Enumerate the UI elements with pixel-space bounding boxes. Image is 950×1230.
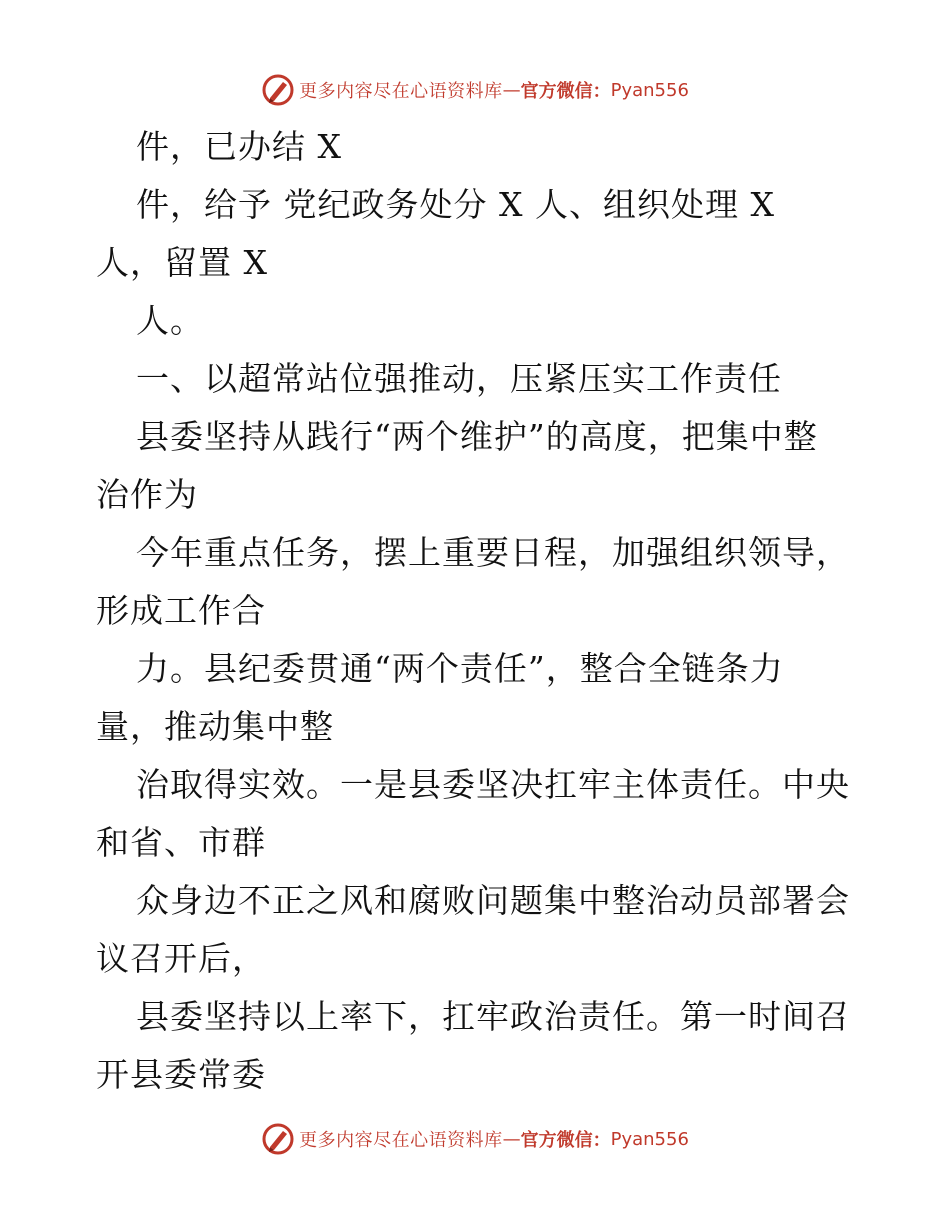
text-line: 治取得实效。一是县委坚决扛牢主体责任。中央 — [136, 765, 850, 804]
text-line: 件，给予 党纪政务处分 X 人、组织处理 X — [136, 185, 775, 224]
pen-logo-icon — [261, 1122, 295, 1156]
watermark-official: 官方微信： — [520, 81, 611, 102]
watermark-separator: — — [502, 79, 521, 101]
watermark-account: Pyan556 — [610, 79, 689, 101]
text-line: 治作为 — [96, 475, 198, 514]
watermark-separator: — — [502, 1128, 521, 1150]
text-line: 县委坚持从践行“两个维护”的高度，把集中整 — [136, 417, 818, 456]
text-line: 开县委常委 — [96, 1055, 266, 1094]
text-line: 量，推动集中整 — [96, 707, 334, 746]
text-line: 今年重点任务，摆上重要日程，加强组织领导， — [136, 533, 850, 572]
watermark-account: Pyan556 — [610, 1128, 689, 1150]
text-line: 议召开后， — [96, 939, 266, 978]
watermark-text: 更多内容尽在心语资料库 — [299, 81, 503, 102]
watermark-banner-top — [0, 68, 950, 112]
text-line: 力。县纪委贯通“两个责任”，整合全链条力 — [136, 649, 784, 688]
text-line: 形成工作合 — [96, 591, 266, 630]
text-line: 和省、市群 — [96, 823, 266, 862]
text-line: 件，已办结 X — [136, 127, 342, 166]
text-line: 县委坚持以上率下，扛牢政治责任。第一时间召 — [136, 997, 850, 1036]
watermark-banner-bottom — [0, 1117, 950, 1161]
text-line: 人。 — [136, 301, 204, 340]
watermark-text: 更多内容尽在心语资料库 — [299, 1130, 503, 1151]
watermark-official: 官方微信： — [520, 1130, 611, 1151]
section-heading: 一、以超常站位强推动，压紧压实工作责任 — [136, 359, 782, 398]
text-line: 人，留置 X — [96, 243, 268, 282]
text-line: 众身边不正之风和腐败问题集中整治动员部署会 — [136, 881, 850, 920]
document-body — [96, 118, 866, 1104]
pen-logo-icon — [261, 73, 295, 107]
